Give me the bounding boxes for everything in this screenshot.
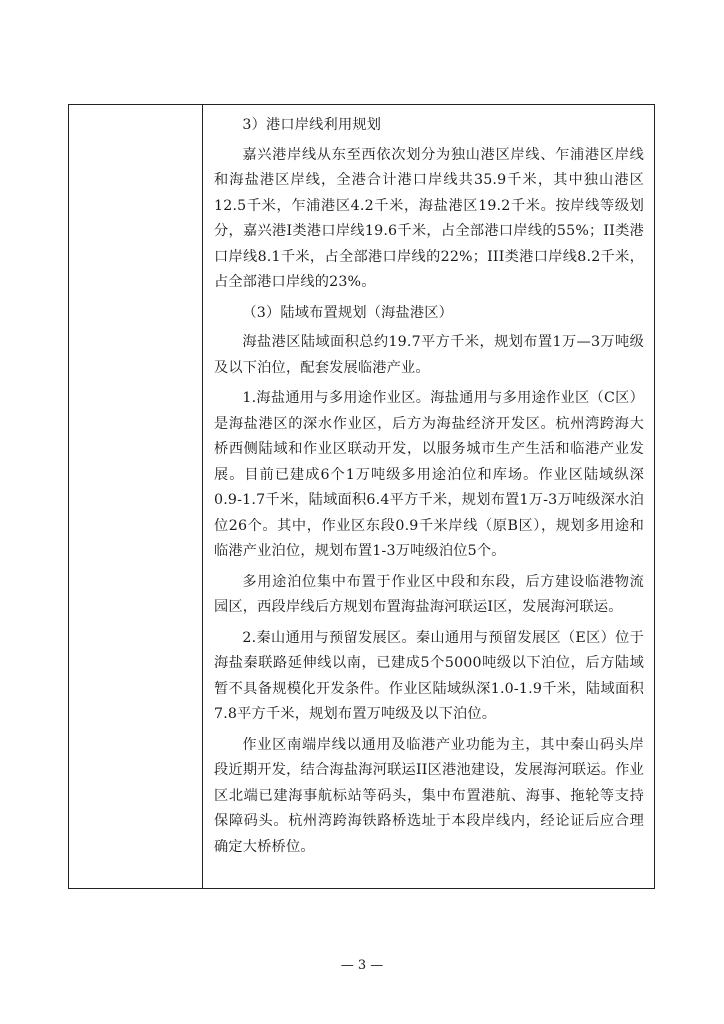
paragraph: 2.秦山通用与预留发展区。秦山通用与预留发展区（E区）位于海盐秦联路延伸线以南，已建成5个5000吨级以下泊位，后方陆域暂不具备规模化开发条件。作业区陆域纵深1.0-1.9千米，陆域面积7.8平方千米，规划布置万吨级及以下泊位。 xyxy=(214,629,644,722)
page-number: — 3 — xyxy=(340,958,384,973)
paragraph: 作业区南端岸线以通用及临港产业功能为主，其中秦山码头岸段近期开发，结合海盐海河联运II区港池建设，发展海河联运。作业区北端已建海事航标站等码头，集中布置港航、海事、拖轮等支持保障码头。杭州湾跨海铁路桥选址于本段岸线内，经论证后应合理确定大桥桥位。 xyxy=(214,736,644,855)
paragraph: 多用途泊位集中布置于作业区中段和东段，后方建设临港物流园区，西段岸线后方规划布置海盐海河联运I区，发展海河联运。 xyxy=(214,573,644,615)
content-table xyxy=(68,104,655,889)
paragraph: 1.海盐通用与多用途作业区。海盐通用与多用途作业区（C区）是海盐港区的深水作业区，后方为海盐经济开发区。杭州湾跨海大桥西侧陆域和作业区联动开发，以服务城市生产生活和临港产业发展。目前已建成6个1万吨级多用途泊位和库场。作业区陆域纵深0.9-1.7千米，陆域面积6.4平方千米，规划布置1万-3万吨级深水泊位26个。其中，作业区东段0.9千米岸线（原B区），规划多用途和临港产业泊位，规划布置1-3万吨级泊位5个。 xyxy=(214,390,644,559)
shoreline-paragraphs xyxy=(214,143,644,296)
paragraph: 海盐港区陆域面积总约19.7平方千米，规划布置1万—3万吨级及以下泊位，配套发展临港产业。 xyxy=(214,334,644,376)
table-content-cell xyxy=(214,113,644,865)
land-layout-paragraphs xyxy=(214,330,644,860)
table-left-cell xyxy=(69,105,203,888)
section-heading-shoreline: 3）港口岸线利用规划 xyxy=(242,117,382,133)
paragraph: 嘉兴港岸线从东至西依次划分为独山港区岸线、乍浦港区岸线和海盐港区岸线，全港合计港口岸线共35.9千米，其中独山港区12.5千米，乍浦港区4.2千米，海盐港区19.2千米。按岸线等级划分，嘉兴港I类港口岸线19.6千米，占全部港口岸线的55%；II类港口岸线8.1千米，占全部港口岸线的22%；III类港口岸线8.2千米，占全部港口岸线的23%。 xyxy=(214,146,644,290)
section-heading-land-layout: （3）陆域布置规划（海盐港区） xyxy=(242,304,454,321)
